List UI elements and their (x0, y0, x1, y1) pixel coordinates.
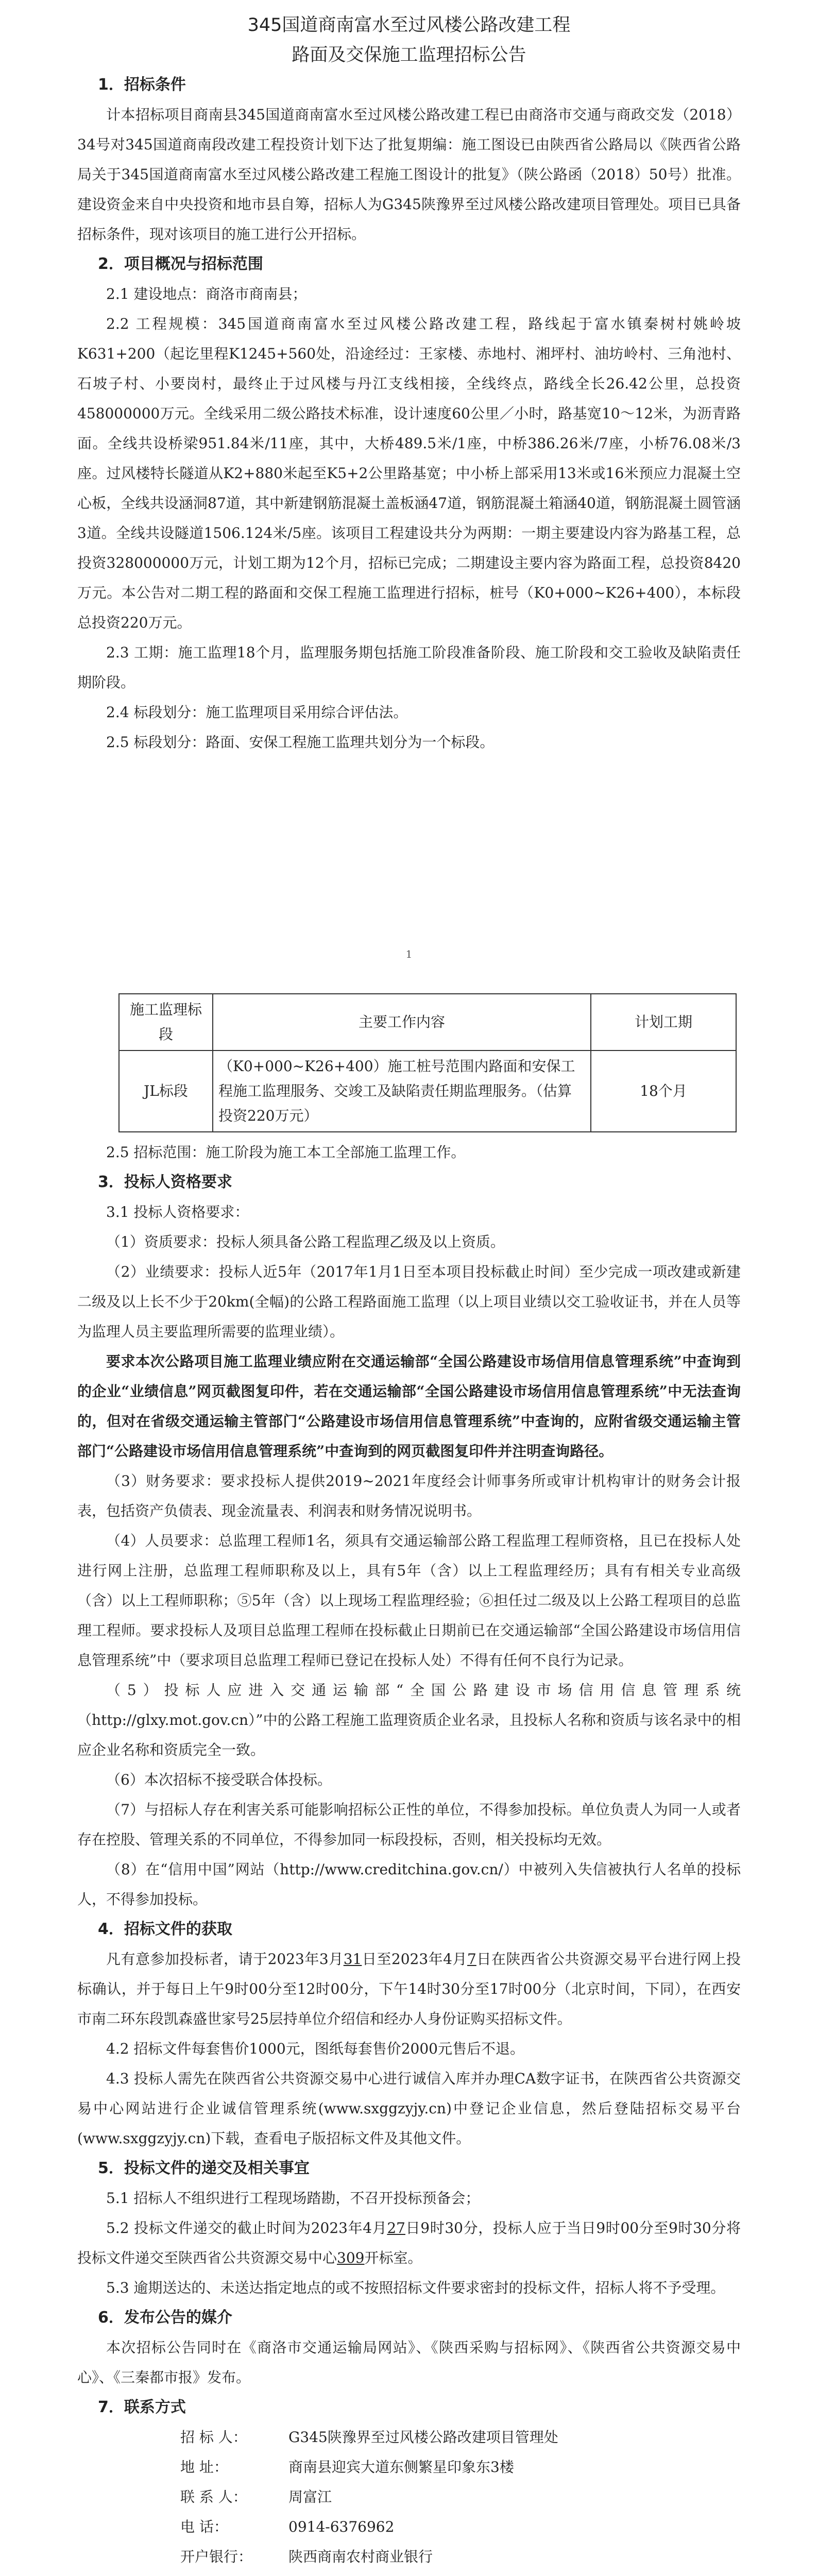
contact-value: 周富江 (288, 2488, 332, 2505)
contact-row (180, 2482, 741, 2512)
section-4-2: 4.2 招标文件每套售价1000元，图纸每套售价2000元售后不退。 (106, 2040, 524, 2057)
section-2-1: 2.1 建设地点：商洛市商南县； (106, 285, 307, 302)
s5-text-a: 5.2 投标文件递交的截止时间为2023年4月 (106, 2219, 387, 2236)
section-table (118, 993, 737, 1132)
table-row (119, 1050, 736, 1132)
contact-key: 招 标 人： (180, 2429, 247, 2446)
section-3-1: 3.1 投标人资格要求： (106, 1204, 249, 1221)
contact-value: 陕西商南农村商业银行 (288, 2548, 433, 2565)
section-3-heading: 3．投标人资格要求 (98, 1173, 232, 1191)
s5-text-c: 开标室。 (364, 2249, 422, 2266)
table-cell: JL标段 (119, 1050, 213, 1132)
section-1-text: 计本招标项目商南县345国道商南富水至过风楼公路改建工程已由商洛市交通与商政交发（2018）34号对345国道商南段改建工程投资计划下达了批复期编：施工图设已由陕西省公路局以《陕西省公路局关于345国道商南富水至过风楼公路改建工程施工图设计的批复》（陕公路函（2018）50号）批准。建设资金来自中央投资和地市县自筹，招标人为G345陕豫界至过风楼公路改建项目管理处。项目已具备招标条件，现对该项目的施工进行公开招标。 (77, 106, 741, 243)
contact-row (180, 2572, 741, 2576)
section-4-3: 4.3 投标人需先在陕西省公共资源交易中心进行诚信入库并办理CA数字证书，在陕西省公共资源交易中心网站进行企业诚信管理系统(www.sxggzyjy.cn)中登记企业信息，然后登陆招标交易平台(www.sxggzyjy.cn)下载，查看电子版招标文件及其他文件。 (77, 2070, 741, 2147)
page-number-1: 1 (405, 948, 413, 960)
section-3-6: （4）人员要求：总监理工程师1名，须具有交通运输部公路工程监理工程师资格，且已在投标人处进行网上注册，总监理工程师职称及以上，具有5年（含）以上工程监理经历；具有有相关专业高级（含）以上工程师职称；⑤5年（含）以上现场工程监理经验；⑥担任过二级及以上公路工程项目的总监理工程师。要求投标人及项目总监理工程师在投标截止日期前已在交通运输部“全国公路建设市场信用信息管理系统”中（要求项目总监理工程师已登记在投标人处）不得有任何不良行为记录。 (77, 1532, 741, 1669)
table-header: 施工监理标段 (119, 994, 213, 1050)
section-3-10: （8）在“信用中国”网站（http://www.creditchina.gov.cn/）中被列入失信被执行人名单的投标人，不得参加投标。 (77, 1861, 741, 1908)
section-3-8: （6）本次招标不接受联合体投标。 (106, 1771, 332, 1788)
page-1 (0, 0, 818, 973)
contact-list (77, 2422, 741, 2576)
table-cell: （K0+000~K26+400）施工桩号范围内路面和安保工程施工监理服务、交竣工及缺陷责任期监理服务。（估算投资220万元） (213, 1050, 591, 1132)
contact-row (180, 2422, 741, 2452)
contact-key: 电 话： (180, 2518, 228, 2535)
contact-value: 商南县迎宾大道东侧繁星印象东3楼 (288, 2459, 514, 2476)
section-4-heading: 4．招标文件的获取 (98, 1920, 232, 1938)
page-1-content (77, 10, 741, 757)
section-3-5: （3）财务要求：要求投标人提供2019~2021年度经会计师事务所或审计机构审计的财务会计报表，包括资产负债表、现金流量表、利润表和财务情况说明书。 (77, 1472, 741, 1519)
section-6-text: 本次招标公告同时在《商洛市交通运输局网站》、《陕西采购与招标网》、《陕西省公共资源交易中心》、《三秦都市报》发布。 (77, 2339, 741, 2386)
section-3-9: （7）与招标人存在利害关系可能影响招标公正性的单位，不得参加投标。单位负责人为同一人或者存在控股、管理关系的不同单位，不得参加同一标段投标，否则，相关投标均无效。 (77, 1801, 741, 1848)
section-2-4: 2.4 标段划分：施工监理项目采用综合评估法。 (106, 704, 408, 721)
section-3-3: （2）业绩要求：投标人近5年（2017年1月1日至本项目投标截止时间）至少完成一项改建或新建二级及以上长不少于20km(全幅)的公路工程路面施工监理（以上项目业绩以交工验收证书，并在人员等为监理人员主要监理所需要的监理业绩）。 (77, 1263, 741, 1340)
page-2 (0, 973, 818, 2576)
section-3-4: 要求本次公路项目施工监理业绩应附在交通运输部“全国公路建设市场信用信息管理系统”中查询到的企业“业绩信息”网页截图复印件，若在交通运输部“全国公路建设市场信用信息管理系统”中无法查询的，但对在省级交通运输主管部门“公路建设市场信用信息管理系统”中查询的，应附省级交通运输主管部门“公路建设市场信用信息管理系统”中查询到的网页截图复印件并注明查询路径。 (77, 1353, 741, 1460)
contact-value (288, 2572, 481, 2576)
s5-date: 27 (387, 2219, 405, 2236)
section-6-heading: 6．发布公告的媒介 (98, 2309, 232, 2327)
notice-title-line1: 345国道商南富水至过风楼公路改建工程 (247, 15, 571, 36)
contact-row (180, 2452, 741, 2482)
contact-key: 开户银行： (180, 2548, 253, 2565)
section-2-heading: 2．项目概况与招标范围 (98, 255, 263, 273)
s4-text-c: 日在陕西省公共资源交易平台进行网上投标确认，并于每日上午9时00分至12时00分，下午14时30分至17时00分（北京时间，下同），在西安市南二环东段凯森盛世家号25层持单位介绍信和经办人身份证购买招标文件。 (77, 1951, 741, 2027)
contact-row (180, 2542, 741, 2572)
section-2-6: 2.5 招标范围：施工阶段为施工本工全部施工监理工作。 (106, 1144, 466, 1161)
section-7-heading: 7．联系方式 (98, 2398, 186, 2416)
contact-key: 地 址： (180, 2459, 228, 2476)
s4-date-2: 7 (467, 1951, 476, 1968)
contact-key: 联 系 人： (180, 2488, 247, 2505)
section-3-2: （1）资质要求：投标人须具备公路工程监理乙级及以上资质。 (106, 1233, 505, 1250)
s5-room: 309 (337, 2249, 365, 2266)
section-4-1 (77, 1944, 741, 2034)
section-3-7: （5）投标人应进入交通运输部“全国公路建设市场信用信息管理系统（http://glxy.mot.gov.cn）”中的公路工程施工监理资质企业名录，且投标人名称和资质与该名录中的相应企业名称和资质完全一致。 (77, 1682, 741, 1758)
section-5-heading: 5．投标文件的递交及相关事宜 (98, 2159, 310, 2177)
contact-value: G345陕豫界至过风楼公路改建项目管理处 (288, 2429, 558, 2446)
table-cell: 18个月 (591, 1050, 736, 1132)
s5-text-b: 日9时30分，投标人应于当日9时00分至9时30分将投标文件递交至陕西省公共资源交易中心 (77, 2219, 741, 2266)
notice-title-line2: 路面及交保施工监理招标公告 (292, 45, 526, 65)
s4-text-a: 凡有意参加投标者，请于2023年3月 (106, 1951, 344, 1968)
section-2-3: 2.3 工期：施工监理18个月，监理服务期包括施工阶段准备阶段、施工阶段和交工验收及缺陷责任期阶段。 (77, 644, 741, 691)
s4-date-1: 31 (343, 1951, 362, 1968)
table-header-row (119, 994, 736, 1050)
section-5-2 (77, 2213, 741, 2273)
table-header: 主要工作内容 (213, 994, 591, 1050)
section-2-5: 2.5 标段划分：路面、安保工程施工监理共划分为一个标段。 (106, 734, 495, 751)
section-5-1: 5.1 招标人不组织进行工程现场踏勘，不召开投标预备会； (106, 2190, 480, 2207)
s4-text-b: 日至2023年4月 (362, 1951, 467, 1968)
section-1-heading: 1．招标条件 (98, 76, 186, 94)
page-2-content (77, 993, 741, 2576)
section-5-3: 5.3 逾期送达的、未送达指定地点的或不按照招标文件要求密封的投标文件，招标人将不予受理。 (106, 2279, 725, 2296)
contact-row (180, 2512, 741, 2542)
contact-value: 0914-6376962 (288, 2518, 395, 2535)
table-header: 计划工期 (591, 994, 736, 1050)
section-2-2: 2.2 工程规模：345国道商南富水至过风楼公路改建工程，路线起于富水镇秦树村姚岭坡K631+200（起讫里程K1245+560处，沿途经过：王家楼、赤地村、湘坪村、油坊岭村、三角池村、石坡子村、小要岗村，最终止于过风楼与丹江支线相接，全线终点，路线全长26.42公里，总投资458000000万元。全线采用二级公路技术标准，设计速度60公里／小时，路基宽10～12米，为沥青路面。全线共设桥梁951.84米/11座，其中，大桥489.5米/1座，中桥386.26米/7座，小桥76.08米/3座。过风楼特长隧道从K2+880米起至K5+2公里路基宽；中小桥上部采用13米或16米预应力混凝土空心板，全线共设涵洞87道，其中新建钢筋混凝土盖板涵47道，钢筋混凝土箱涵40道，钢筋混凝土圆管涵3道。全线共设隧道1506.124米/5座。该项目工程建设共分为两期：一期主要建设内容为路基工程，总投资328000000万元，计划工期为12个月，招标已完成；二期建设主要内容为路面工程，总投资8420万元。本公告对二期工程的路面和交保工程施工监理进行招标，桩号（K0+000~K26+400），本标段总投资220万元。 (77, 315, 741, 631)
contact-key (180, 2572, 288, 2576)
